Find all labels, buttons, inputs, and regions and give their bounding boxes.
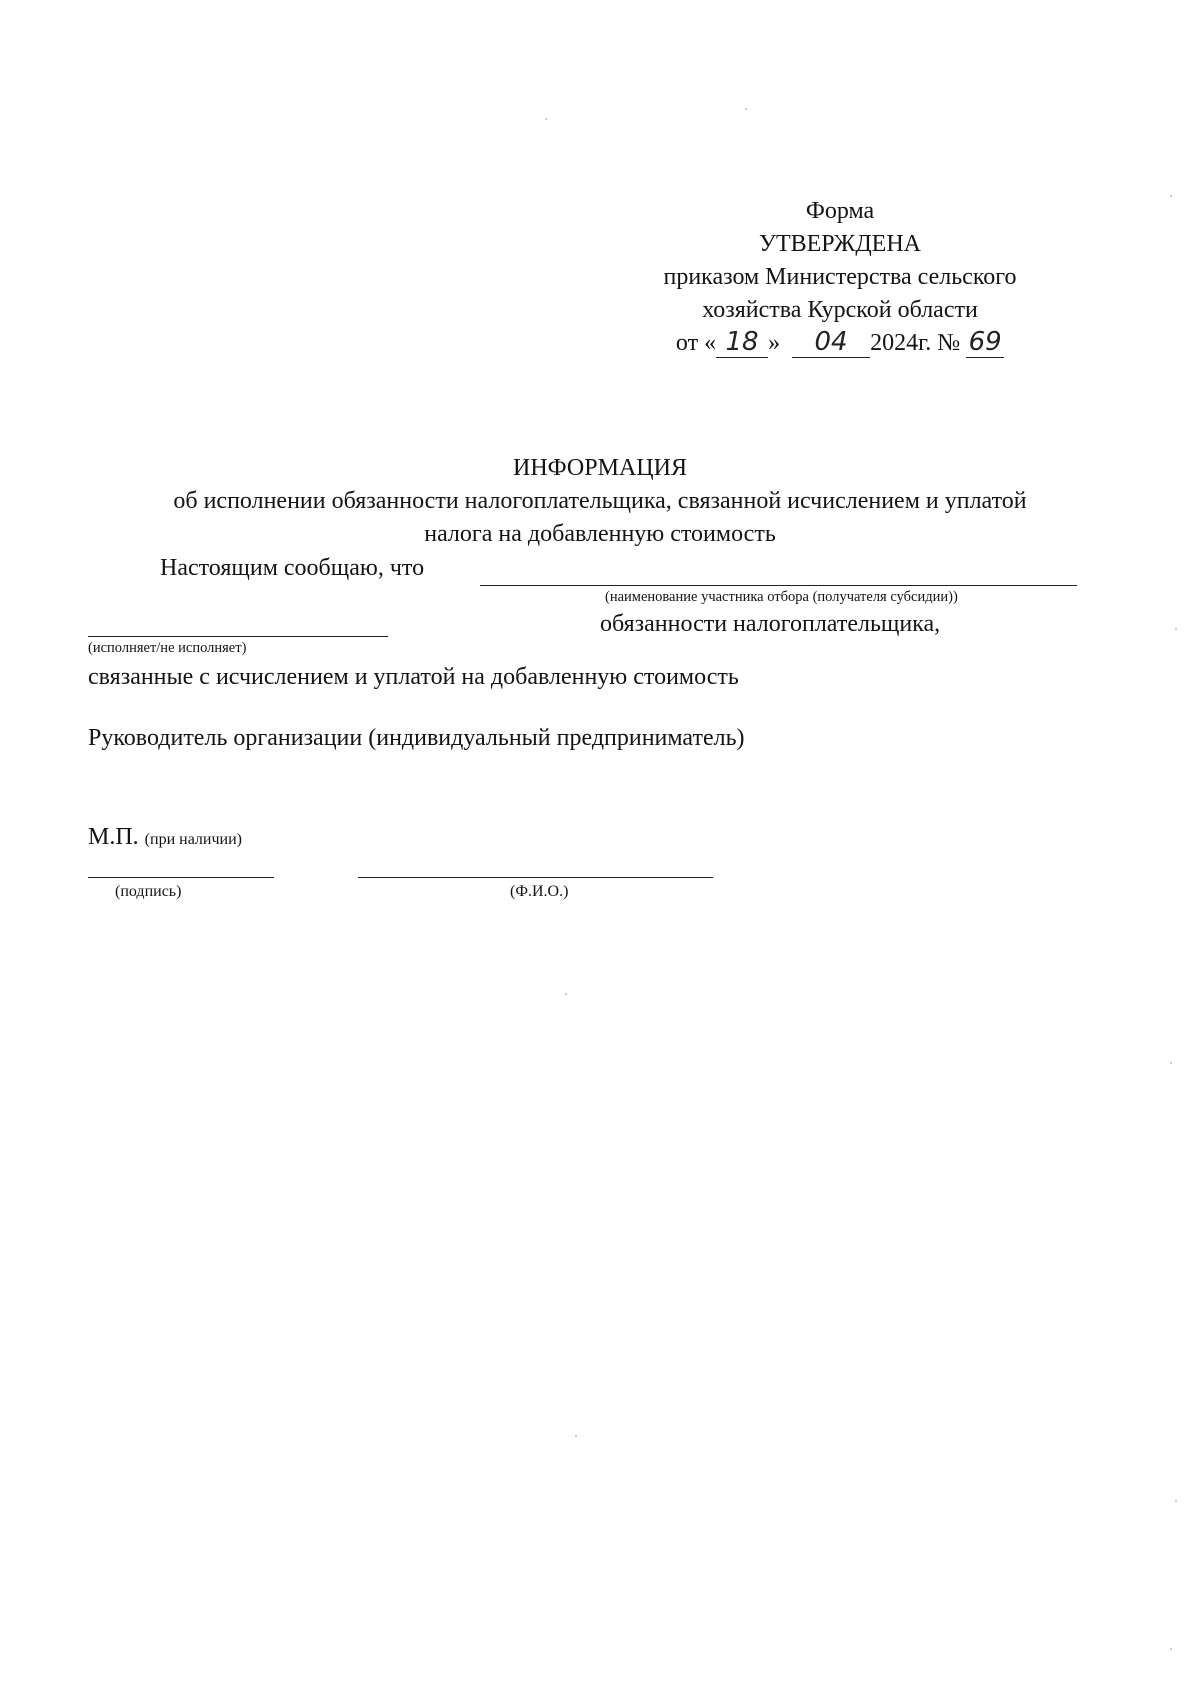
stamp-label: [88, 822, 242, 855]
scan-speck: [575, 1435, 577, 1437]
fio-caption: (Ф.И.О.): [510, 883, 569, 900]
fio-line: [358, 877, 713, 878]
scan-speck: [1175, 1500, 1177, 1502]
date-prefix: от «: [675, 330, 717, 356]
handwritten-day: 18: [716, 327, 768, 358]
scan-speck: [1170, 1062, 1172, 1064]
document-subtitle-1: об исполнении обязанности налогоплательщика, связанной исчислением и уплатой: [173, 488, 1027, 514]
mp-note: (при наличии): [144, 831, 242, 848]
scan-speck: [1170, 1648, 1172, 1650]
mp-text: М.П.: [88, 824, 139, 850]
signature-caption: (подпись): [115, 883, 182, 900]
approved-label: УТВЕРЖДЕНА: [758, 231, 922, 257]
fulfils-caption: (исполняет/не исполняет): [88, 640, 247, 656]
head-of-organization: Руководитель организации (индивидуальный предприниматель): [88, 725, 745, 751]
participant-name-line: [480, 585, 1077, 586]
year-text: 2024г. №: [870, 330, 961, 356]
participant-caption: (наименование участника отбора (получателя субсидии)): [605, 589, 958, 605]
scan-speck: [545, 118, 547, 120]
fulfils-line: [88, 636, 388, 637]
order-line-1: приказом Министерства сельского: [663, 264, 1017, 290]
signature-line: [88, 877, 274, 878]
order-date-line: [600, 327, 1080, 360]
handwritten-order-number: 69: [966, 327, 1004, 358]
scan-speck: [565, 993, 567, 995]
intro-text: Настоящим сообщаю, что: [160, 555, 425, 581]
date-mid: »: [768, 330, 781, 356]
scan-speck: [1175, 628, 1177, 630]
related-text: связанные с исчислением и уплатой на добавленную стоимость: [88, 664, 739, 690]
order-line-2: хозяйства Курской области: [702, 297, 978, 323]
obligations-text: обязанности налогоплательщика,: [600, 611, 941, 637]
approval-block: [600, 195, 1080, 360]
document-subtitle-2: налога на добавленную стоимость: [424, 521, 776, 547]
document-title: ИНФОРМАЦИЯ: [513, 455, 687, 481]
scan-speck: [745, 108, 747, 110]
scan-speck: [1170, 195, 1172, 197]
form-label: Форма: [805, 198, 875, 224]
handwritten-month: 04: [792, 327, 870, 358]
